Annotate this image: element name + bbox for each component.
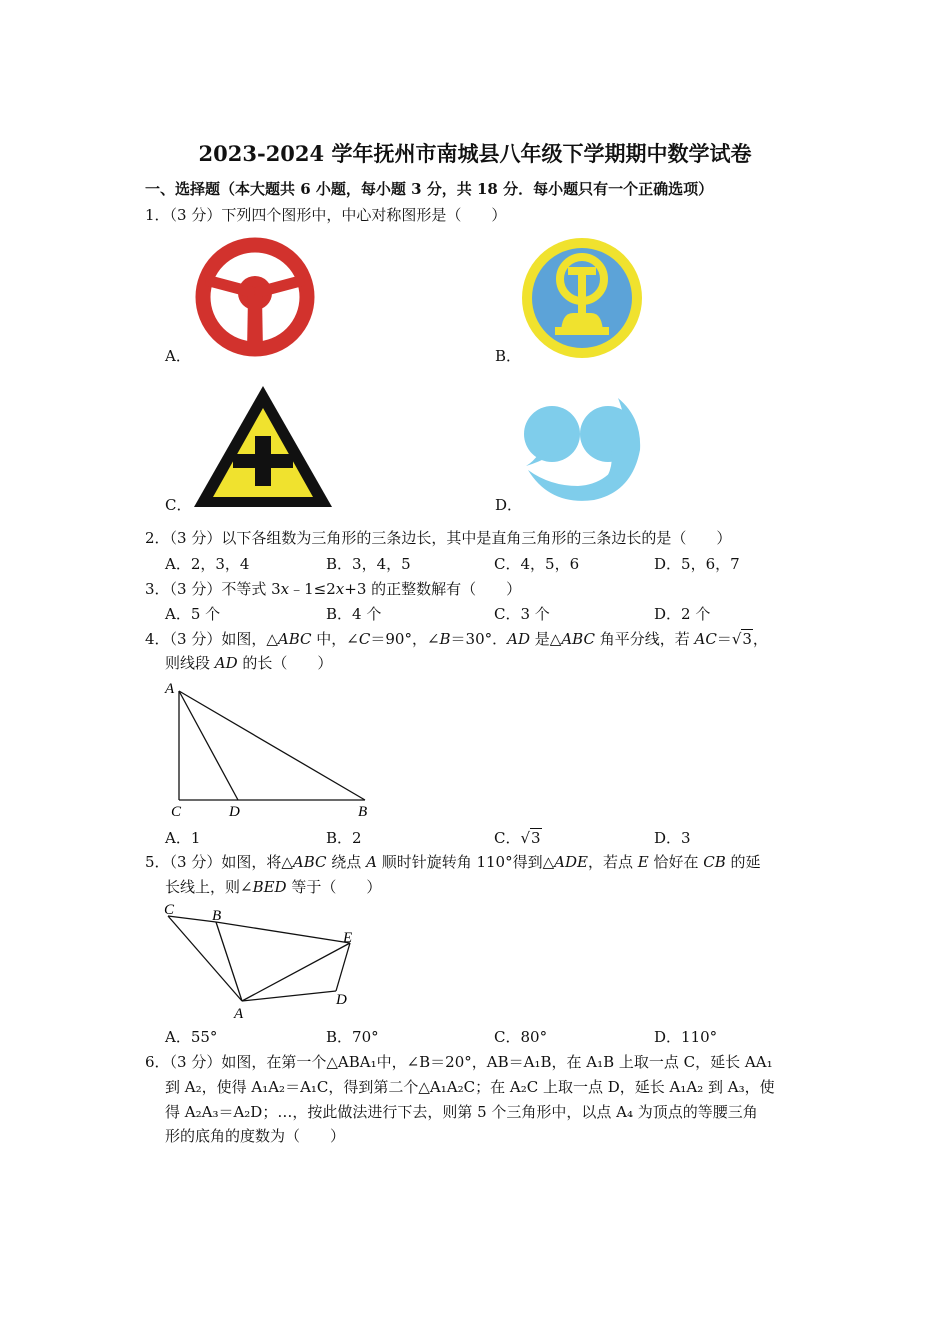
q5-rotation-figure [160, 898, 360, 1024]
q2-option-a: A．2，3，4 [165, 555, 250, 573]
q2-option-d: D．5，6，7 [654, 555, 740, 573]
q3-option-c: C．3 个 [494, 605, 550, 623]
q2-stem: 2．（3 分）以下各组数为三角形的三条边长，其中是直角三角形的三条边长的是（ ） [145, 529, 732, 547]
steering-wheel-icon [193, 236, 317, 358]
q4-option-d: D．3 [654, 829, 691, 847]
q5-option-b: B．70° [326, 1028, 379, 1046]
q5-option-d: D．110° [654, 1028, 718, 1046]
q5-option-c: C．80° [494, 1028, 548, 1046]
q5-stem-line2: 长线上，则∠BED 等于（ ） [165, 878, 382, 896]
sqrt-symbol: √ [731, 630, 742, 648]
q4-stem-line1: 4．（3 分）如图，△ABC 中，∠C＝90°，∠B＝30°．AD 是△ABC 角平分线，若 AC＝√3， [145, 630, 768, 648]
label-D: D [336, 992, 347, 1008]
q2-option-b: B．3，4，5 [326, 555, 411, 573]
q1-label-d: D． [495, 496, 523, 514]
q1-label-c: C． [165, 496, 192, 514]
q6-stem-line1: 6．（3 分）如图，在第一个△ABA₁中，∠B＝20°，AB＝A₁B，在 A₁B 上取一点 C，延长 AA₁ [145, 1053, 773, 1071]
q2-option-c: C．4，5，6 [494, 555, 580, 573]
crossroad-warning-icon [192, 384, 334, 510]
label-A: A [165, 681, 175, 697]
q6-stem-line3: 得 A₂A₃＝A₂D；…，按此做法进行下去，则第 5 个三角形中，以点 A₄ 为顶点的等腰三角 [165, 1103, 758, 1121]
section-heading: 一、选择题（本大题共 6 小题，每小题 3 分，共 18 分．每小题只有一个正确选项） [145, 180, 714, 198]
label-B: B [212, 908, 222, 924]
label-E: E [343, 930, 353, 946]
q4-option-a: A．1 [165, 829, 201, 847]
page-title: 2023-2024 学年抚州市南城县八年级下学期期中数学试卷 [198, 141, 752, 166]
q3-stem: 3．（3 分）不等式 3x﹣1≤2x+3 的正整数解有（ ） [145, 580, 522, 598]
q5-stem-line1: 5．（3 分）如图，将△ABC 绕点 A 顺时针旋转角 110°得到△ADE，若点 E 恰好在 CB 的延 [145, 853, 761, 871]
q3-option-b: B．4 个 [326, 605, 382, 623]
q1-stem: 1．（3 分）下列四个图形中，中心对称图形是（ ） [145, 206, 507, 224]
q1-label-b: B． [495, 347, 522, 365]
label-B: B [358, 804, 368, 820]
q6-stem-line2: 到 A₂，使得 A₁A₂＝A₁C，得到第二个△A₁A₂C；在 A₂C 上取一点 D，延长 A₁A₂ 到 A₃，使 [165, 1078, 775, 1096]
q4-option-b: B．2 [326, 829, 362, 847]
label-D: D [229, 804, 240, 820]
label-C: C [171, 804, 182, 820]
label-C: C [164, 902, 175, 918]
q4-stem-line2: 则线段 AD 的长（ ） [165, 654, 333, 672]
label-A: A [234, 1006, 244, 1022]
q4-option-c: C．√3 [494, 829, 541, 847]
q1-label-a: A． [165, 347, 191, 365]
q3-option-d: D．2 个 [654, 605, 711, 623]
railway-logo-icon [521, 237, 643, 359]
q3-option-a: A．5 个 [165, 605, 221, 623]
q6-stem-line4: 形的底角的度数为（ ） [165, 1127, 346, 1145]
q5-option-a: A．55° [165, 1028, 218, 1046]
comma-symbol-icon [520, 388, 644, 510]
q4-triangle-figure [160, 676, 380, 822]
